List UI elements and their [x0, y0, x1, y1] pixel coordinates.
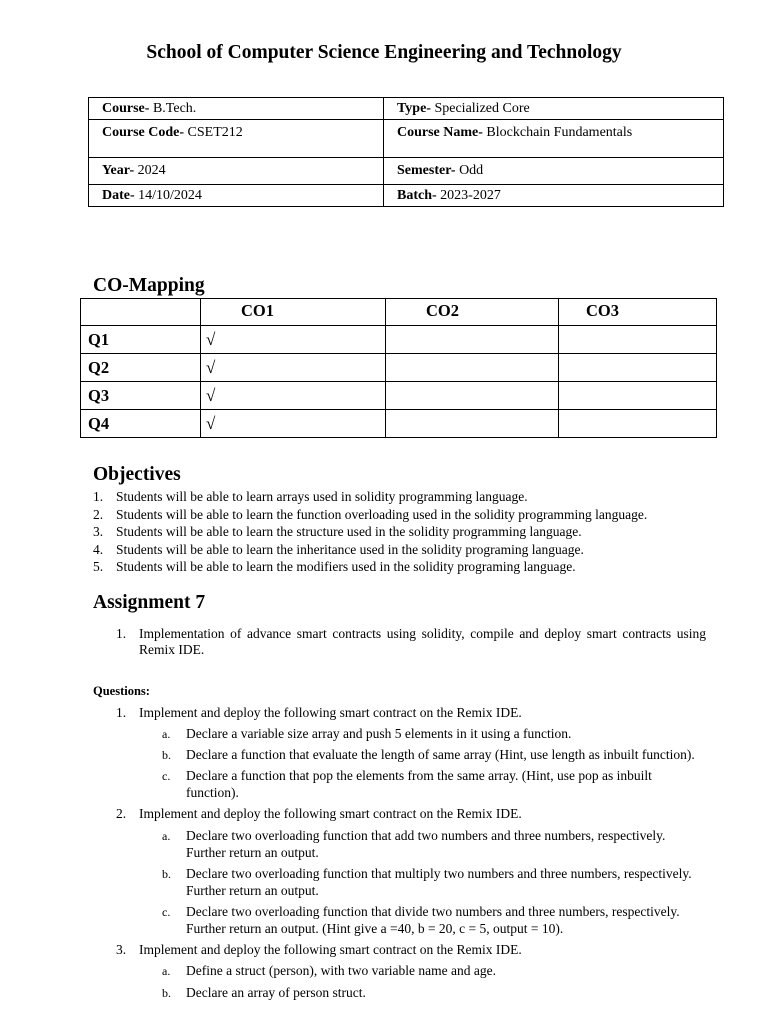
list-item — [93, 558, 647, 576]
co-row-co2 — [386, 410, 559, 438]
co-row-co3 — [559, 354, 717, 382]
course-cell — [89, 98, 384, 120]
co-row-co3 — [559, 326, 717, 354]
question-number: 2. — [116, 806, 127, 821]
objectives-list — [93, 488, 647, 576]
list-item-number: 4. — [93, 541, 104, 557]
part-text: Define a struct (person), with two variable name and age. — [186, 963, 497, 978]
part-letter: b. — [162, 986, 171, 1000]
question-1-part-c — [162, 768, 682, 801]
course-name-value: Blockchain Fundamentals — [486, 125, 633, 140]
questions-heading: Questions: — [93, 684, 150, 698]
co-row-question: Q4 — [81, 410, 201, 438]
question-1-part-b — [162, 747, 724, 764]
year-value: 2024 — [137, 163, 166, 178]
co-row-co2 — [386, 382, 559, 410]
date-value: 14/10/2024 — [138, 187, 202, 203]
part-letter: c. — [162, 769, 171, 783]
question-2 — [116, 806, 726, 822]
course-name-cell — [384, 120, 724, 158]
date-label: Date- — [102, 187, 135, 203]
list-item — [93, 488, 647, 506]
co-row-co3 — [559, 410, 717, 438]
course-code-value: CSET212 — [187, 125, 243, 140]
question-number: 3. — [116, 942, 127, 957]
list-item — [93, 523, 647, 541]
assignment-item — [116, 626, 706, 658]
list-item — [93, 541, 647, 559]
co-row-co1-check: √ — [201, 326, 386, 354]
part-letter: b. — [162, 867, 171, 881]
batch-value: 2023-2027 — [440, 187, 501, 203]
page-title: School of Computer Science Engineering and Technology — [146, 42, 622, 63]
question-text: Implement and deploy the following smart contract on the Remix IDE. — [139, 705, 522, 720]
co-row — [81, 410, 717, 438]
list-item-number: 1. — [93, 489, 104, 504]
co-row-question: Q1 — [81, 326, 201, 354]
part-text: Declare a function that evaluate the length of same array (Hint, use length as inbuilt function). — [186, 747, 695, 762]
part-letter: a. — [162, 727, 171, 741]
part-letter: a. — [162, 964, 171, 978]
batch-cell — [384, 185, 724, 207]
semester-value: Odd — [459, 163, 484, 178]
course-label: Course- — [102, 100, 150, 116]
question-2-part-b — [162, 866, 724, 899]
question-1-part-a — [162, 726, 724, 743]
type-cell — [384, 98, 724, 120]
course-name-label: Course Name- — [397, 125, 483, 140]
question-3-part-a — [162, 963, 724, 980]
question-number: 1. — [116, 705, 127, 720]
question-1 — [116, 705, 726, 721]
co-row-co1-check: √ — [201, 382, 386, 410]
type-value: Specialized Core — [434, 100, 530, 116]
co-row-question: Q2 — [81, 354, 201, 382]
co-row — [81, 326, 717, 354]
objectives-heading: Objectives — [93, 464, 181, 485]
co-header-blank — [81, 299, 201, 326]
part-text: Declare an array of person struct. — [186, 985, 366, 1000]
course-code-cell — [89, 120, 384, 158]
year-cell — [89, 158, 384, 185]
co-row-co2 — [386, 354, 559, 382]
assignment-item-number: 1. — [116, 626, 127, 641]
co-row — [81, 382, 717, 410]
date-cell — [89, 185, 384, 207]
list-item-text: Students will be able to learn the modifiers used in the solidity programing language. — [116, 559, 576, 574]
list-item-number: 5. — [93, 559, 104, 574]
list-item-number: 3. — [93, 524, 104, 539]
list-item-text: Students will be able to learn the inheritance used in the solidity programing language. — [116, 541, 584, 557]
question-3-part-b — [162, 985, 724, 1002]
co-header-co3: CO3 — [559, 299, 717, 326]
course-info-table — [88, 97, 724, 207]
part-text: Declare two overloading function that multiply two numbers and three numbers, respectively. Further return an output. — [186, 866, 692, 898]
list-item-text: Students will be able to learn arrays used in solidity programming language. — [116, 489, 528, 504]
question-text: Implement and deploy the following smart contract on the Remix IDE. — [139, 942, 522, 957]
co-row-co1-check: √ — [201, 410, 386, 438]
year-label: Year- — [102, 163, 135, 178]
part-text: Declare two overloading function that divide two numbers and three numbers, respectively. Further return an output. (Hint give a =40, b = 20, c = 5, output = 10). — [186, 904, 680, 936]
assignment-item-text: Implementation of advance smart contracts using solidity, compile and deploy smart contracts using Remix IDE. — [139, 626, 706, 657]
co-mapping-table — [80, 298, 717, 438]
list-item-number: 2. — [93, 506, 104, 522]
list-item-text: Students will be able to learn the structure used in the solidity programming language. — [116, 524, 582, 539]
part-text: Declare a variable size array and push 5 elements in it using a function. — [186, 726, 572, 741]
part-text: Declare two overloading function that add two numbers and three numbers, respectively. Further return an output. — [186, 828, 666, 860]
co-header-co2: CO2 — [386, 299, 559, 326]
assignment-heading: Assignment 7 — [93, 592, 206, 613]
list-item — [93, 506, 647, 524]
co-row — [81, 354, 717, 382]
co-mapping-heading: CO-Mapping — [93, 275, 205, 296]
question-text: Implement and deploy the following smart contract on the Remix IDE. — [139, 806, 522, 821]
question-2-part-a — [162, 828, 702, 861]
question-2-part-c — [162, 904, 712, 937]
co-row-co3 — [559, 382, 717, 410]
co-row-co1-check: √ — [201, 354, 386, 382]
batch-label: Batch- — [397, 187, 437, 203]
type-label: Type- — [397, 100, 431, 116]
question-3 — [116, 942, 726, 958]
co-row-question: Q3 — [81, 382, 201, 410]
co-header-co1: CO1 — [201, 299, 386, 326]
course-code-label: Course Code- — [102, 125, 185, 140]
semester-cell — [384, 158, 724, 185]
co-row-co2 — [386, 326, 559, 354]
part-letter: a. — [162, 829, 171, 843]
part-text: Declare a function that pop the elements from the same array. (Hint, use pop as inbuilt function). — [186, 768, 652, 800]
part-letter: c. — [162, 905, 171, 919]
part-letter: b. — [162, 748, 171, 762]
list-item-text: Students will be able to learn the function overloading used in the solidity programming language. — [116, 506, 648, 522]
semester-label: Semester- — [397, 163, 456, 178]
course-value: B.Tech. — [152, 100, 197, 116]
